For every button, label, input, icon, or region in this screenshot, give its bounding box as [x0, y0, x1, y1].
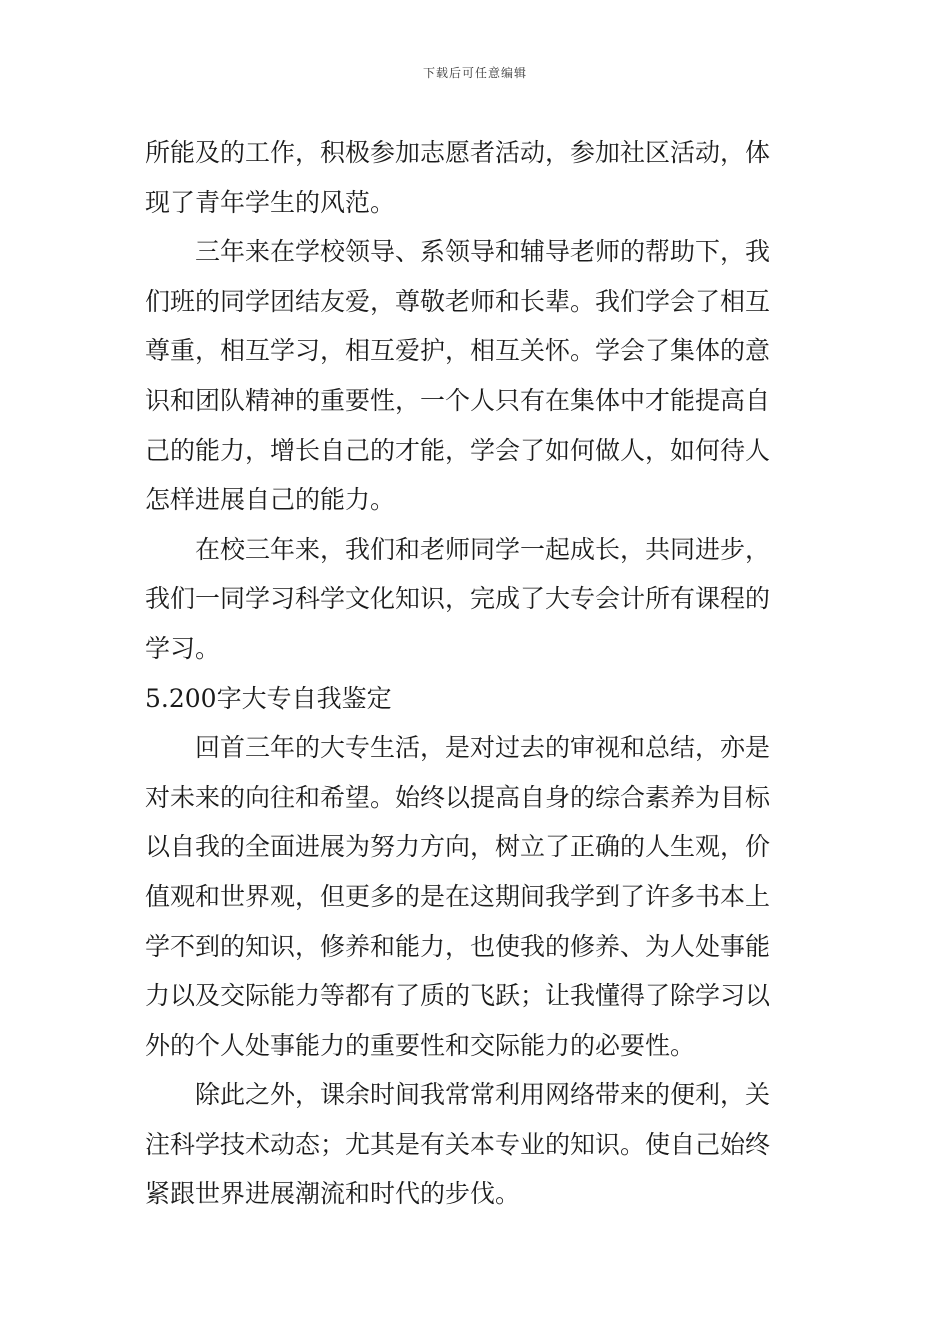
- paragraph-start-line: 回首三年的大专生活，是对过去的审视和总结，亦是: [195, 733, 771, 763]
- text-line: 对未来的向往和希望。始终以提高自身的综合素养为目标: [145, 782, 771, 812]
- paragraph-start-line: 三年来在学校领导、系领导和辅导老师的帮助下，我: [195, 237, 771, 267]
- paragraph-start-line: 在校三年来，我们和老师同学一起成长，共同进步，: [195, 534, 771, 564]
- text-line: 怎样进展自己的能力。: [145, 485, 396, 515]
- text-line: 尊重，相互学习，相互爱护，相互关怀。学会了集体的意: [145, 336, 771, 366]
- text-line: 紧跟世界进展潮流和时代的步伐。: [145, 1179, 521, 1209]
- text-line: 们班的同学团结友爱，尊敬老师和长辈。我们学会了相互: [145, 286, 771, 316]
- document-body: [145, 128, 810, 1219]
- text-line: 外的个人处事能力的重要性和交际能力的必要性。: [145, 1030, 696, 1060]
- text-line: 学不到的知识，修养和能力，也使我的修养、为人处事能: [145, 931, 771, 961]
- paragraph-start-line: 除此之外，课余时间我常常利用网络带来的便利，关: [195, 1080, 771, 1110]
- text-line: 所能及的工作，积极参加志愿者活动，参加社区活动，体: [145, 138, 771, 167]
- page-header: 下载后可任意编辑: [422, 66, 527, 80]
- text-line: 力以及交际能力等都有了质的飞跃；让我懂得了除学习以: [145, 981, 771, 1011]
- text-line: 我们一同学习科学文化知识，完成了大专会计所有课程的: [145, 584, 771, 614]
- text-line: 注科学技术动态；尤其是有关本专业的知识。使自己始终: [145, 1129, 771, 1159]
- text-line: 学习。: [145, 633, 221, 663]
- text-line: 以自我的全面进展为努力方向，树立了正确的人生观，价: [145, 832, 771, 862]
- text-line: 现了青年学生的风范。: [145, 187, 396, 217]
- section-heading: 5.200字大专自我鉴定: [145, 683, 392, 713]
- text-line: 识和团队精神的重要性，一个人只有在集体中才能提高自: [145, 385, 771, 415]
- text-line: 己的能力，增长自己的才能，学会了如何做人，如何待人: [145, 435, 771, 465]
- text-line: 值观和世界观，但更多的是在这期间我学到了许多书本上: [145, 881, 771, 911]
